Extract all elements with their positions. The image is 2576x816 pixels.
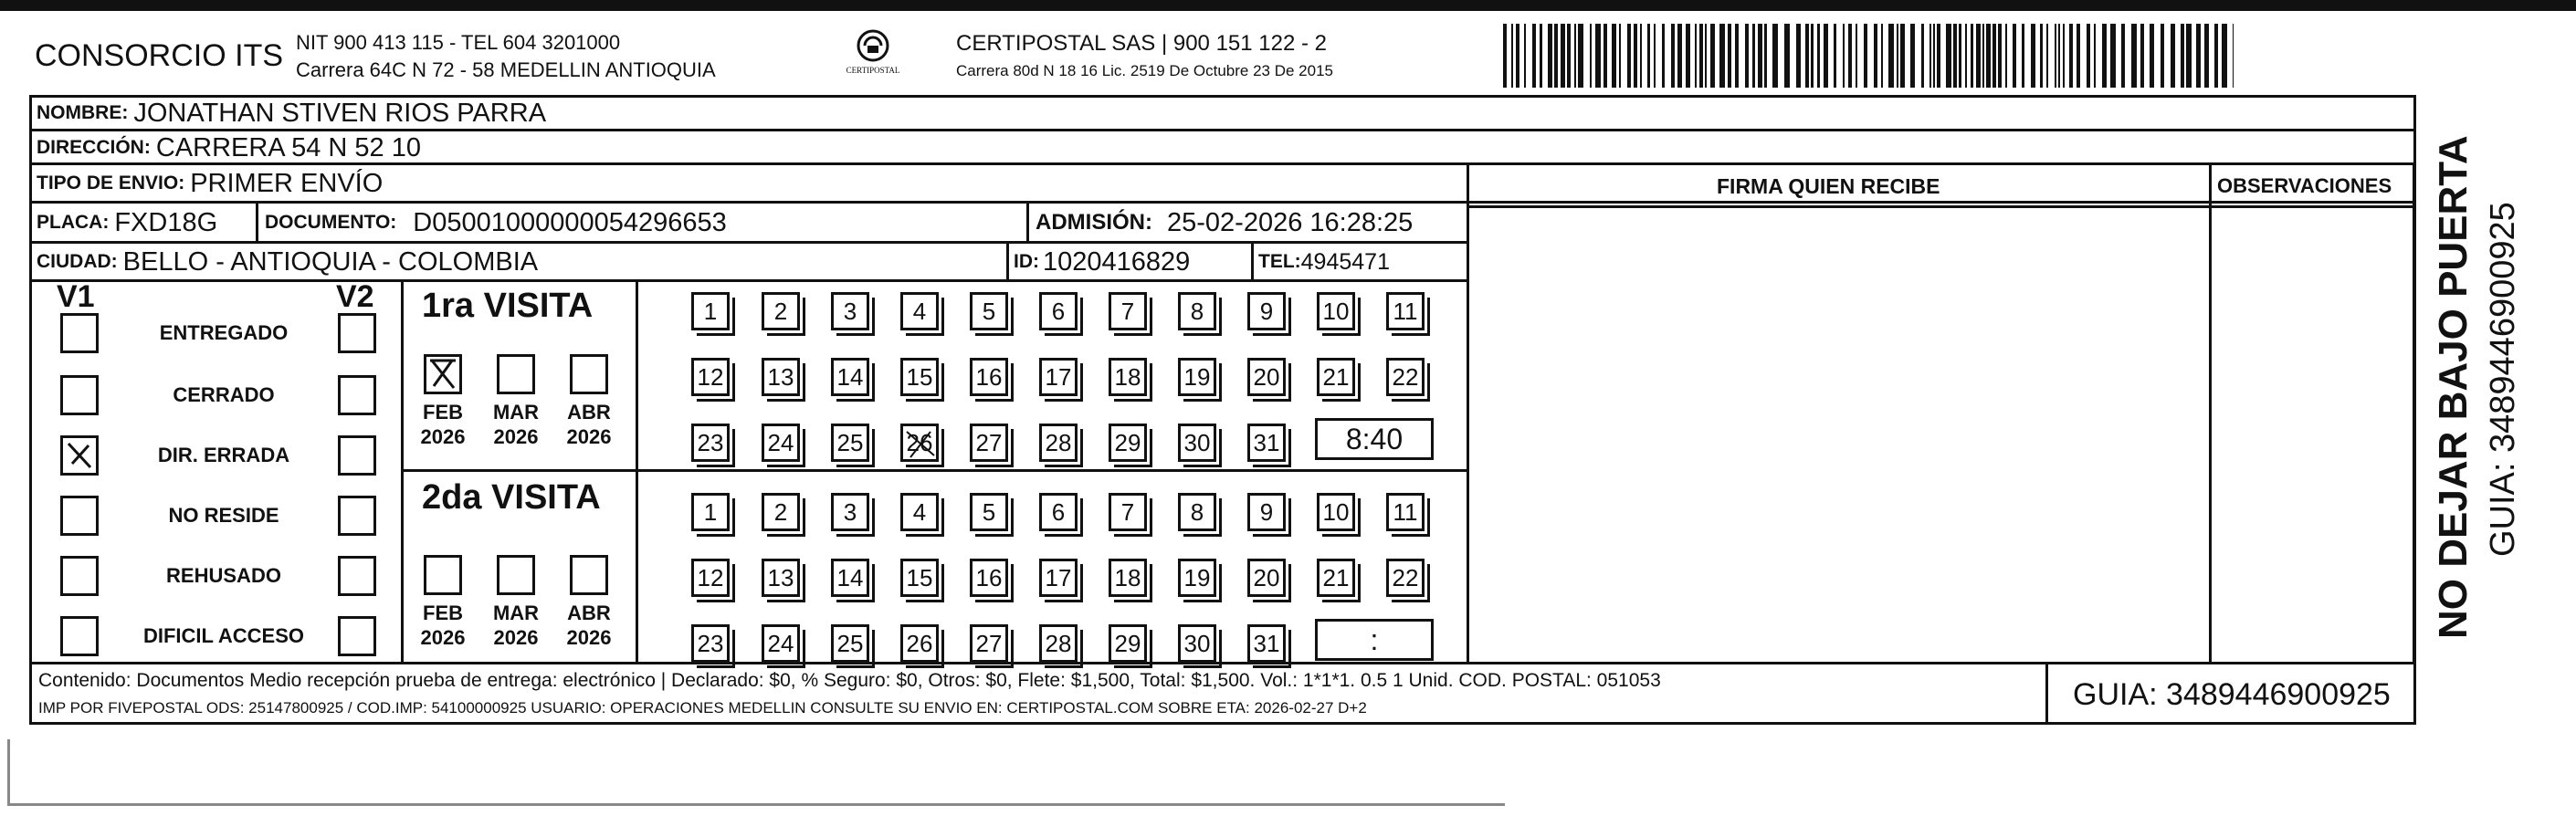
- day-box[interactable]: 16: [970, 559, 1008, 597]
- month-label: FEB 2026: [420, 602, 466, 649]
- day-box[interactable]: 24: [762, 424, 800, 462]
- month-checkbox[interactable]: [497, 354, 535, 394]
- v2-checkbox[interactable]: [338, 375, 376, 415]
- direccion-row: [37, 131, 421, 164]
- day-box[interactable]: 18: [1109, 559, 1147, 597]
- month-label: MAR 2026: [492, 401, 540, 448]
- day-box[interactable]: 21: [1317, 358, 1355, 396]
- id-label: ID:: [1014, 251, 1039, 272]
- month-checkbox[interactable]: [570, 555, 608, 595]
- visit1-title: 1ra VISITA: [422, 287, 594, 325]
- status-label: DIFICIL ACCESO: [142, 624, 304, 647]
- day-box[interactable]: 11: [1386, 292, 1425, 330]
- id-row: [1014, 244, 1190, 280]
- placa-value: FXD18G: [114, 207, 218, 237]
- month-checkbox[interactable]: [424, 354, 462, 394]
- day-box[interactable]: 23: [691, 624, 730, 663]
- day-box[interactable]: 6: [1039, 292, 1078, 330]
- admision-row: [1036, 204, 1413, 241]
- day-box[interactable]: 30: [1178, 424, 1216, 462]
- day-box[interactable]: 28: [1039, 424, 1078, 462]
- day-box[interactable]: 29: [1109, 624, 1147, 663]
- day-box[interactable]: 9: [1247, 493, 1286, 531]
- day-box[interactable]: 23: [691, 424, 730, 462]
- day-box[interactable]: 13: [762, 559, 800, 597]
- nombre-value: JONATHAN STIVEN RIOS PARRA: [133, 98, 547, 128]
- v2-checkbox[interactable]: [338, 616, 376, 656]
- day-box[interactable]: 2: [762, 292, 800, 330]
- day-box[interactable]: 18: [1109, 358, 1147, 396]
- documento-label: DOCUMENTO:: [265, 212, 397, 233]
- v2-checkbox[interactable]: [338, 556, 376, 596]
- day-box[interactable]: 25: [831, 624, 869, 663]
- status-label: CERRADO: [173, 383, 275, 406]
- company-nit: NIT 900 413 115 - TEL 604 3201000: [296, 31, 621, 54]
- status-label: NO RESIDE: [168, 504, 279, 527]
- day-box[interactable]: 22: [1386, 358, 1425, 396]
- day-box[interactable]: 5: [970, 493, 1008, 531]
- day-box[interactable]: 26: [900, 624, 939, 663]
- day-box[interactable]: 21: [1317, 559, 1355, 597]
- placa-row: [37, 204, 217, 241]
- direccion-value: CARRERA 54 N 52 10: [155, 132, 421, 162]
- day-box[interactable]: 15: [900, 559, 939, 597]
- day-box[interactable]: 10: [1317, 493, 1355, 531]
- month-label: ABR 2026: [566, 401, 612, 448]
- observaciones-header: OBSERVACIONES: [2217, 174, 2392, 197]
- v2-checkbox[interactable]: [338, 313, 376, 353]
- day-box[interactable]: 10: [1317, 292, 1355, 330]
- firma-header: FIRMA QUIEN RECIBE: [1717, 174, 1940, 198]
- certipostal-logo: [840, 26, 906, 80]
- day-box[interactable]: 27: [970, 424, 1008, 462]
- v1-checkbox[interactable]: [60, 556, 99, 596]
- day-box[interactable]: 20: [1247, 559, 1286, 597]
- direccion-label: DIRECCIÓN:: [37, 137, 151, 158]
- v1-checkbox[interactable]: [60, 496, 99, 536]
- month-checkbox[interactable]: [424, 555, 462, 595]
- v1-checkbox[interactable]: [60, 435, 99, 476]
- day-box[interactable]: 4: [900, 292, 939, 330]
- month-label: ABR 2026: [566, 602, 612, 649]
- day-box[interactable]: 17: [1039, 358, 1078, 396]
- day-box[interactable]: 15: [900, 358, 939, 396]
- ciudad-row: [37, 244, 538, 280]
- form-frame: [29, 95, 2416, 725]
- footer-content: Contenido: Documentos Medio recepción prueba de entrega: electrónico | Declarado: $0, % Seguro: $0, Otros: $0, Flete: $1,500, Total: $1,500. Vol.: 1*1*1. 0.5 1 Unid. COD. POSTAL: 051053: [38, 670, 1661, 691]
- day-box[interactable]: 1: [691, 292, 730, 330]
- day-box[interactable]: 12: [691, 358, 730, 396]
- nombre-label: NOMBRE:: [37, 102, 129, 123]
- day-box[interactable]: 28: [1039, 624, 1078, 663]
- admision-value: 25-02-2026 16:28:25: [1167, 207, 1414, 237]
- time-box[interactable]: :: [1315, 619, 1434, 661]
- visit2-title: 2da VISITA: [422, 478, 601, 517]
- courier-nit: CERTIPOSTAL SAS | 900 151 122 - 2: [956, 31, 1327, 56]
- day-box[interactable]: 2: [762, 493, 800, 531]
- day-box[interactable]: 27: [970, 624, 1008, 663]
- id-value: 1020416829: [1043, 246, 1191, 277]
- top-border: [0, 0, 2576, 11]
- status-label: ENTREGADO: [159, 321, 289, 344]
- footer-guia: GUIA: 3489446900925: [2073, 677, 2391, 712]
- day-box[interactable]: 4: [900, 493, 939, 531]
- day-box[interactable]: 17: [1039, 559, 1078, 597]
- day-box[interactable]: 8: [1178, 493, 1216, 531]
- month-checkbox[interactable]: [570, 354, 608, 394]
- side-warning: NO DEJAR BAJO PUERTA: [2431, 135, 2476, 639]
- day-box[interactable]: 31: [1247, 424, 1286, 462]
- day-box[interactable]: 3: [831, 493, 869, 531]
- barcode: [1503, 24, 2234, 88]
- placa-label: PLACA:: [37, 212, 110, 233]
- day-box[interactable]: 19: [1178, 358, 1216, 396]
- v1-checkbox[interactable]: [60, 375, 99, 415]
- ciudad-label: CIUDAD:: [37, 251, 118, 272]
- day-box[interactable]: 29: [1109, 424, 1147, 462]
- day-box[interactable]: 19: [1178, 559, 1216, 597]
- day-box[interactable]: 25: [831, 424, 869, 462]
- nombre-row: [37, 97, 546, 130]
- tipo-label: TIPO DE ENVIO:: [37, 173, 185, 194]
- documento-value: D05001000000054296653: [413, 207, 727, 237]
- tel-value: 4945471: [1300, 248, 1390, 275]
- courier-address: Carrera 80d N 18 16 Lic. 2519 De Octubre 23 De 2015: [956, 62, 1333, 79]
- day-box[interactable]: 12: [691, 559, 730, 597]
- tipo-value: PRIMER ENVÍO: [190, 168, 384, 198]
- day-box[interactable]: 14: [831, 358, 869, 396]
- day-box[interactable]: 1: [691, 493, 730, 531]
- day-box[interactable]: 22: [1386, 559, 1425, 597]
- footer-print-info: IMP POR FIVEPOSTAL ODS: 25147800925 / COD.IMP: 54100000925 USUARIO: OPERACIONES MEDELLIN CONSULTE SU ENVIO EN: CERTIPOSTAL.COM SOBRE ETA: 2026-02-27 D+2: [38, 699, 1367, 717]
- day-box[interactable]: 7: [1109, 493, 1147, 531]
- v1-checkbox[interactable]: [60, 616, 99, 656]
- v2-checkbox[interactable]: [338, 496, 376, 536]
- day-box[interactable]: 14: [831, 559, 869, 597]
- tel-row: [1258, 244, 1390, 280]
- day-box[interactable]: 3: [831, 292, 869, 330]
- month-label: FEB 2026: [420, 401, 466, 448]
- side-guia: GUIA: 3489446900925: [2484, 202, 2522, 557]
- day-box[interactable]: 8: [1178, 292, 1216, 330]
- month-checkbox[interactable]: [497, 555, 535, 595]
- logo-text: CERTIPOSTAL: [846, 66, 900, 75]
- tipo-row: [37, 166, 383, 201]
- day-box[interactable]: 26: [900, 424, 939, 462]
- day-box[interactable]: 16: [970, 358, 1008, 396]
- day-box[interactable]: 11: [1386, 493, 1425, 531]
- company-address: Carrera 64C N 72 - 58 MEDELLIN ANTIOQUIA: [296, 58, 716, 81]
- company-name: CONSORCIO ITS: [35, 38, 284, 73]
- day-box[interactable]: 5: [970, 292, 1008, 330]
- ciudad-value: BELLO - ANTIOQUIA - COLOMBIA: [122, 246, 539, 277]
- day-box[interactable]: 9: [1247, 292, 1286, 330]
- status-label: DIR. ERRADA: [157, 444, 290, 466]
- time-box[interactable]: 8:40: [1315, 418, 1434, 460]
- v1-label: V1: [57, 279, 95, 314]
- month-label: MAR 2026: [492, 602, 540, 649]
- v2-label: V2: [336, 279, 374, 314]
- day-box[interactable]: 13: [762, 358, 800, 396]
- v1-checkbox[interactable]: [60, 313, 99, 353]
- day-box[interactable]: 6: [1039, 493, 1078, 531]
- admision-label: ADMISIÓN:: [1036, 210, 1152, 235]
- day-box[interactable]: 24: [762, 624, 800, 663]
- status-label: REHUSADO: [166, 564, 281, 587]
- v2-checkbox[interactable]: [338, 435, 376, 476]
- day-box[interactable]: 30: [1178, 624, 1216, 663]
- tel-label: TEL:: [1258, 251, 1301, 272]
- day-box[interactable]: 31: [1247, 624, 1286, 663]
- documento-row: [265, 204, 727, 241]
- day-box[interactable]: 7: [1109, 292, 1147, 330]
- day-box[interactable]: 20: [1247, 358, 1286, 396]
